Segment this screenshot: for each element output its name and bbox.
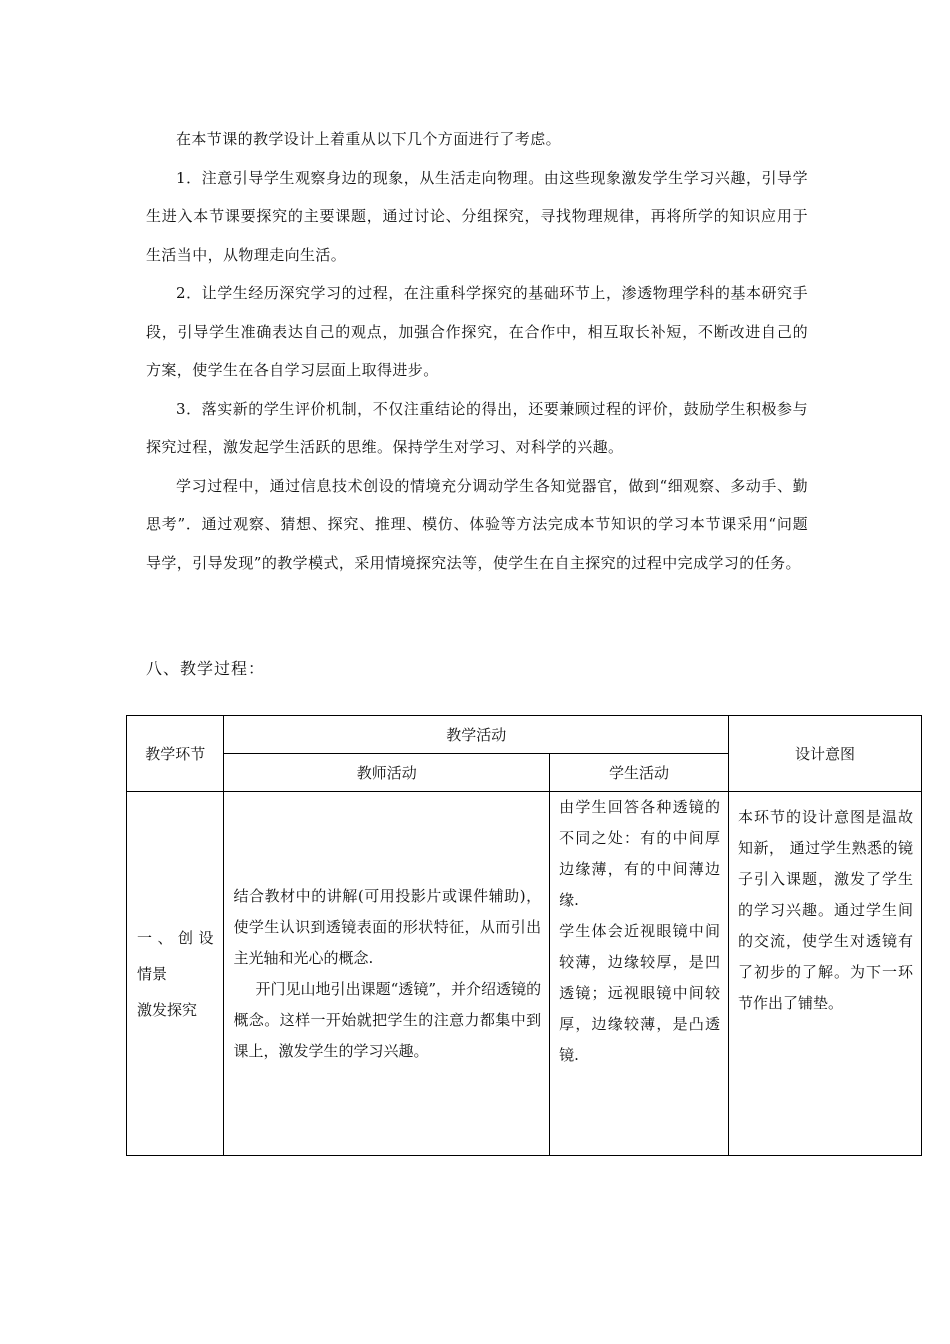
student-paragraph: 学生体会近视眼镜中间较薄，边缘较厚，是凹透镜；远视眼镜中间较厚，边缘较薄，是凸透镜. — [559, 922, 721, 1064]
intro-paragraph-5: 学习过程中，通过信息技术创设的情境充分调动学生各知觉器官，做到“细观察、多动手、勤思考”．通过观察、猜想、探究、推理、模仿、体验等方法完成本节知识的学习本节课采用“问题导学，引导发现”的教学模式，采用情境探究法等，使学生在自主探究的过程中完成学习的任务。 — [146, 476, 808, 572]
student-activity-cell — [550, 792, 729, 1156]
intro-paragraph-4: 3．落实新的学生评价机制，不仅注重结论的得出，还要兼顾过程的评价，鼓励学生积极参与探究过程，激发起学生活跃的思维。保持学生对学习、对科学的兴趣。 — [146, 399, 808, 456]
design-intent-cell: 本环节的设计意图是温故知新， 通过学生熟悉的镜子引入课题，激发了学生的学习兴趣。通过学生间的交流，使学生对透镜有了初步的了解。为下一环节作出了铺垫。 — [729, 792, 922, 1156]
intro-paragraph-3: 2．让学生经历深究学习的过程，在注重科学探究的基础环节上，渗透物理学科的基本研究手段，引导学生准确表达自己的观点，加强合作探究，在合作中，相互取长补短，不断改进自己的方案，使学生在各自学习层面上取得进步。 — [146, 284, 808, 379]
intro-text — [146, 120, 808, 582]
stage-line: 一、创设 — [137, 928, 214, 947]
header-design: 设计意图 — [729, 716, 922, 792]
section-heading: 八、教学过程： — [146, 659, 266, 678]
teacher-activity-cell — [224, 792, 550, 1156]
header-teacher: 教师活动 — [224, 754, 550, 792]
student-paragraph: 由学生回答各种透镜的不同之处：有的中间厚边缘薄，有的中间薄边缘. — [559, 798, 721, 909]
intro-paragraph-2: 1．注意引导学生观察身边的现象，从生活走向物理。由这些现象激发学生学习兴趣，引导学生进入本节课要探究的主要课题，通过讨论、分组探究，寻找物理规律，再将所学的知识应用于生活当中，从物理走向生活。 — [146, 168, 808, 264]
table-header-row — [127, 716, 922, 754]
stage-line: 激发探究 — [137, 1000, 198, 1019]
teacher-paragraph: 开门见山地引出课题“透镜”，并介绍透镜的概念。这样一开始就把学生的注意力都集中到课上，激发学生的学习兴趣。 — [233, 979, 542, 1060]
stage-line: 情景 — [137, 964, 168, 983]
intro-paragraph-1: 在本节课的教学设计上着重从以下几个方面进行了考虑。 — [176, 130, 562, 148]
header-stage: 教学环节 — [127, 716, 224, 792]
header-activities: 教学活动 — [224, 716, 729, 754]
stage-cell — [127, 792, 224, 1156]
teacher-paragraph: 结合教材中的讲解(可用投影片或课件辅助)，使学生认识到透镜表面的形状特征，从而引出主光轴和光心的概念. — [233, 886, 542, 967]
header-student: 学生活动 — [550, 754, 729, 792]
table-row — [127, 792, 922, 1156]
teaching-process-table — [126, 715, 922, 1156]
